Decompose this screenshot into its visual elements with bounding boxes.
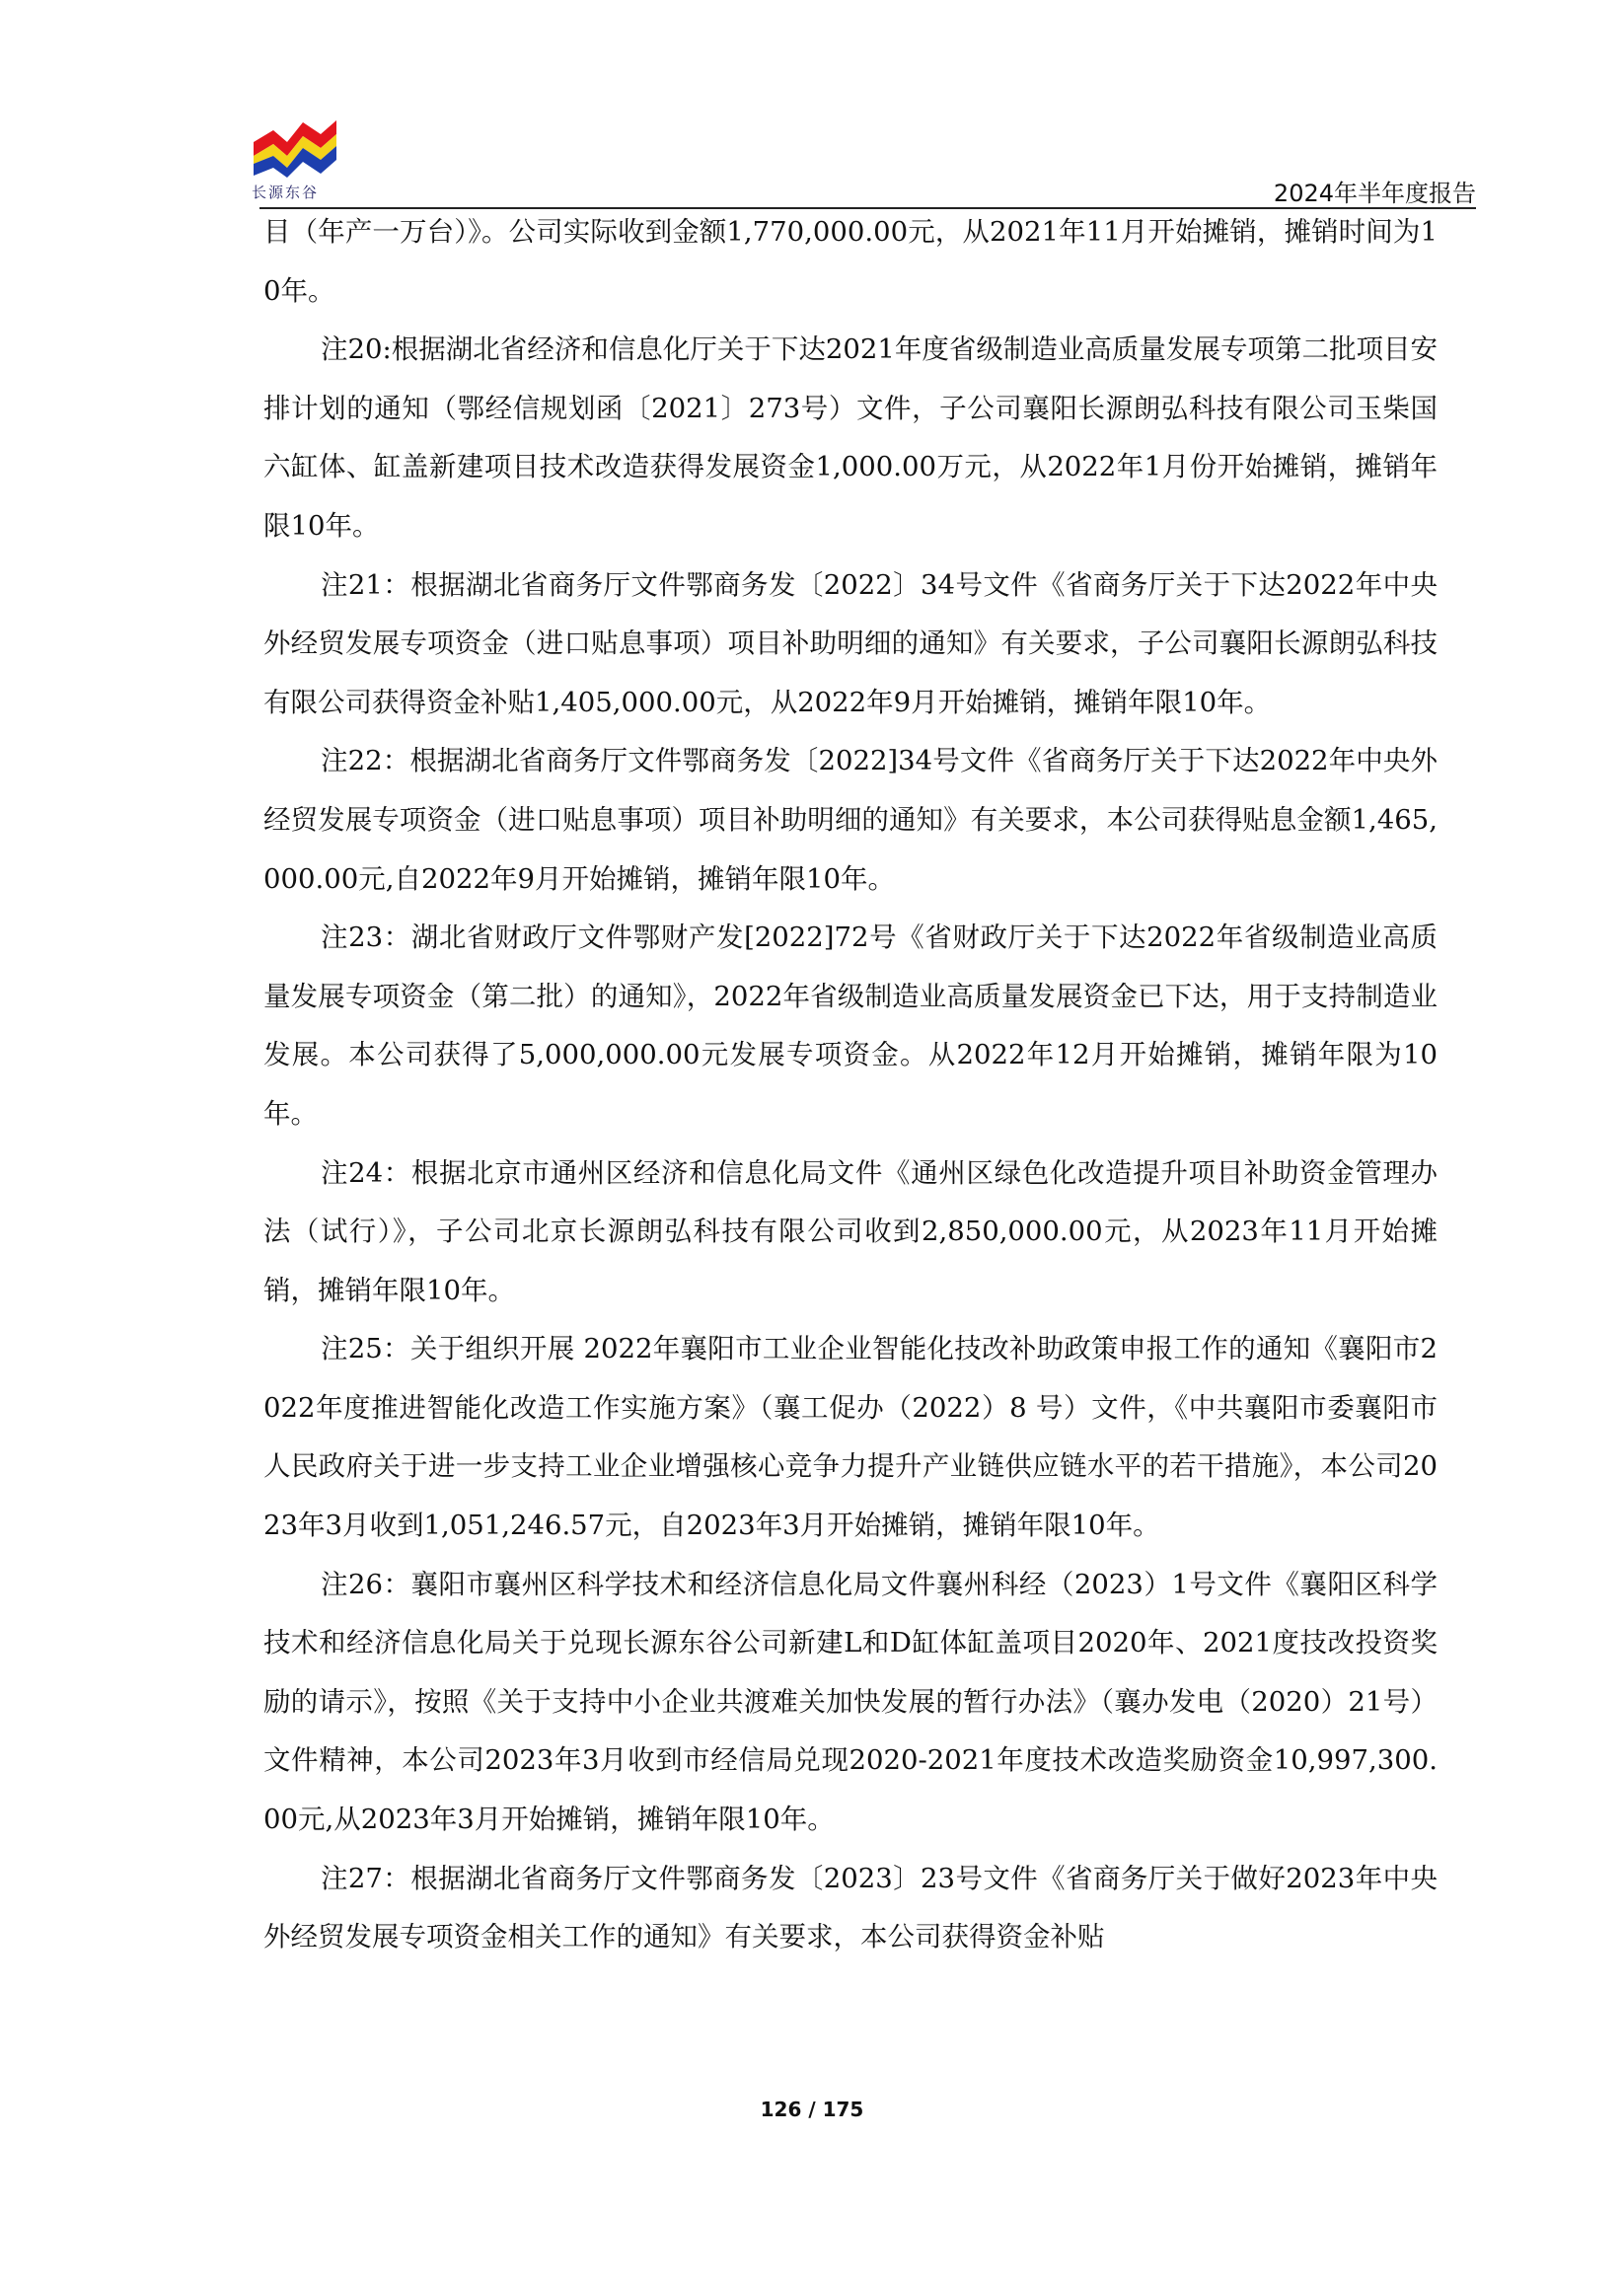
- body-text: [263, 203, 1438, 1967]
- note-27-paragraph: 注27：根据湖北省商务厅文件鄂商务发〔2023〕23号文件《省商务厅关于做好2023年中央外经贸发展专项资金相关工作的通知》有关要求，本公司获得资金补贴: [263, 1862, 1438, 1953]
- note-25-paragraph: 注25：关于组织开展 2022年襄阳市工业企业智能化技改补助政策申报工作的通知《襄阳市2022年度推进智能化改造工作实施方案》（襄工促办（2022）8 号）文件，《中共襄阳市委襄阳市人民政府关于进一步支持工业企业增强核心竞争力提升产业链供应链水平的若干措施》，本公司2023年3月收到1,051,246.57元，自2023年3月开始摊销，摊销年限10年。: [263, 1333, 1438, 1542]
- note-21-paragraph: 注21：根据湖北省商务厅文件鄂商务发〔2022〕34号文件《省商务厅关于下达2022年中央外经贸发展专项资金（进口贴息事项）项目补助明细的通知》有关要求，子公司襄阳长源朗弘科技有限公司获得资金补贴1,405,000.00元，从2022年9月开始摊销，摊销年限10年。: [263, 568, 1438, 718]
- paragraph-continuation: 目（年产一万台）》。公司实际收到金额1,770,000.00元，从2021年11月开始摊销，摊销时间为10年。: [263, 216, 1438, 307]
- report-title: 2024年半年度报告: [1273, 180, 1476, 207]
- note-22-paragraph: 注22：根据湖北省商务厅文件鄂商务发〔2022]34号文件《省商务厅关于下达2022年中央外经贸发展专项资金（进口贴息事项）项目补助明细的通知》有关要求，本公司获得贴息金额1,465,000.00元,自2022年9月开始摊销，摊销年限10年。: [263, 745, 1438, 895]
- note-26-paragraph: 注26：襄阳市襄州区科学技术和经济信息化局文件襄州科经（2023）1号文件《襄阳区科学技术和经济信息化局关于兑现长源东谷公司新建L和D缸体缸盖项目2020年、2021度技改投资奖励的请示》，按照《关于支持中小企业共渡难关加快发展的暂行办法》（襄办发电（2020）21号）文件精神，本公司2023年3月收到市经信局兑现2020-2021年度技术改造奖励资金10,997,300.00元,从2023年3月开始摊销，摊销年限10年。: [263, 1568, 1438, 1836]
- company-logo: [252, 116, 340, 201]
- note-23-paragraph: 注23：湖北省财政厅文件鄂财产发[2022]72号《省财政厅关于下达2022年省级制造业高质量发展专项资金（第二批）的通知》，2022年省级制造业高质量发展资金已下达，用于支持制造业发展。本公司获得了5,000,000.00元发展专项资金。从2022年12月开始摊销，摊销年限为10年。: [263, 921, 1438, 1130]
- note-20-paragraph: 注20:根据湖北省经济和信息化厅关于下达2021年度省级制造业高质量发展专项第二批项目安排计划的通知（鄂经信规划函〔2021〕273号）文件，子公司襄阳长源朗弘科技有限公司玉柴国六缸体、缸盖新建项目技术改造获得发展资金1,000.00万元，从2022年1月份开始摊销，摊销年限10年。: [263, 333, 1438, 542]
- page-number: 126 / 175: [760, 2098, 864, 2121]
- note-24-paragraph: 注24：根据北京市通州区经济和信息化局文件《通州区绿色化改造提升项目补助资金管理办法（试行）》，子公司北京长源朗弘科技有限公司收到2,850,000.00元，从2023年11月开始摊销，摊销年限10年。: [263, 1156, 1438, 1306]
- logo-text: 长源东谷: [252, 184, 320, 201]
- logo-wave-icon: [252, 116, 340, 178]
